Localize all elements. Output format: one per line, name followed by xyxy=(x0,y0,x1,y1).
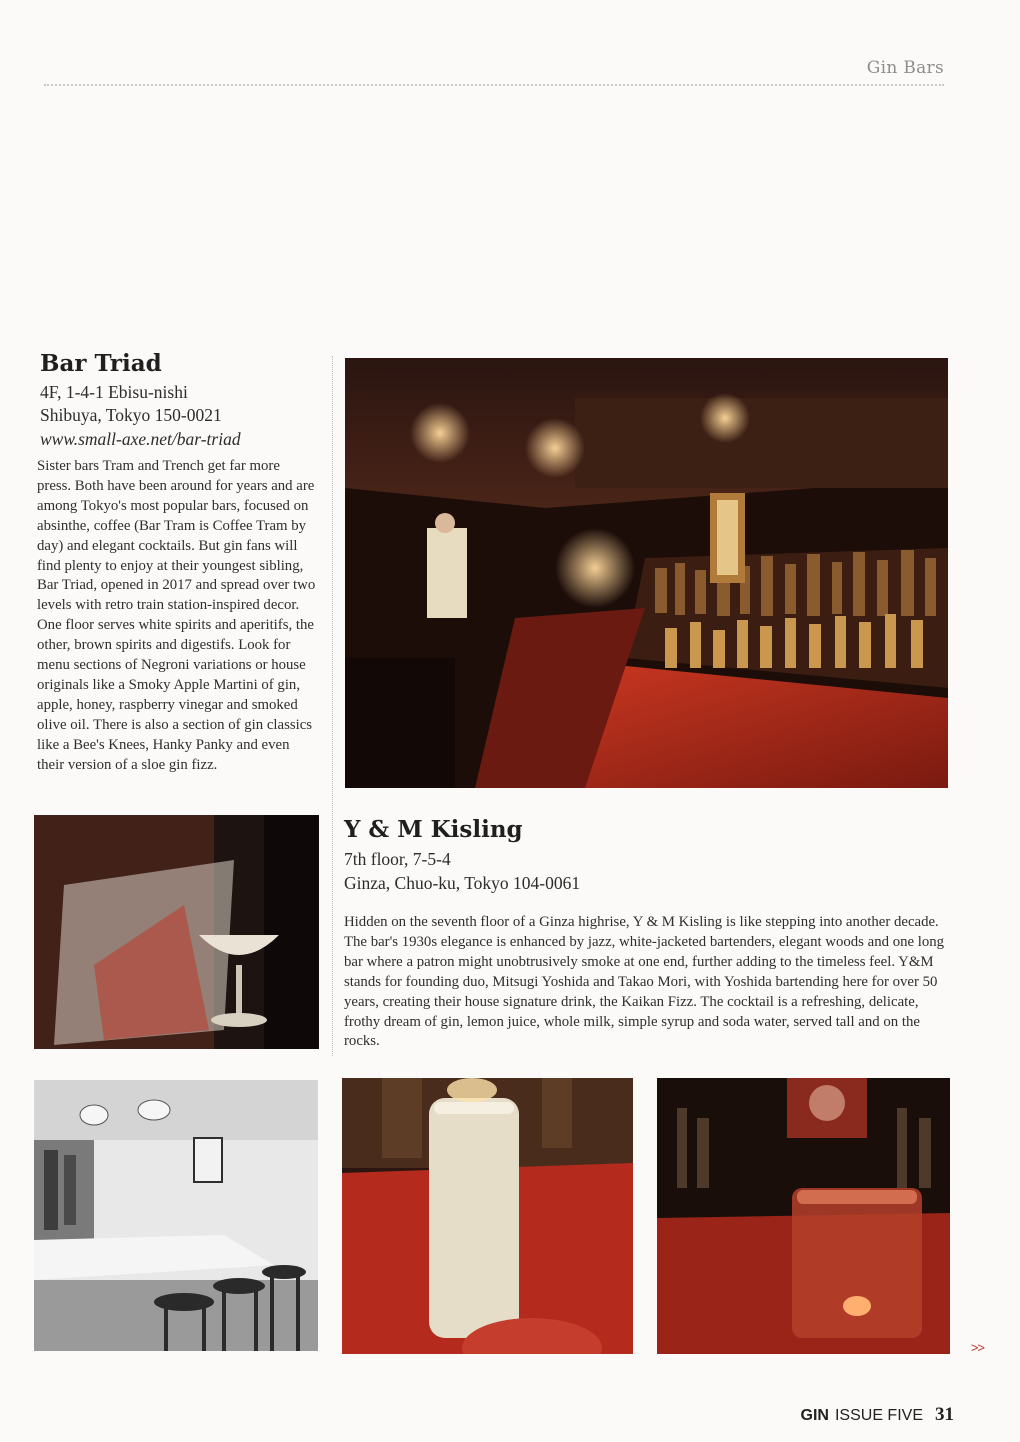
bar-triad-website[interactable]: www.small-axe.net/bar-triad xyxy=(40,429,241,449)
ym-kisling-address-line2: Ginza, Chuo-ku, Tokyo 104-0061 xyxy=(344,873,581,893)
bar-triad-address-line2: Shibuya, Tokyo 150-0021 xyxy=(40,405,222,425)
ym-kisling-title: Y & M Kisling xyxy=(344,816,523,843)
kaikan-fizz-photo xyxy=(342,1078,633,1354)
section-label: Gin Bars xyxy=(866,58,944,78)
header-rule xyxy=(44,84,944,86)
footer-issue: ISSUE FIVE xyxy=(834,1407,923,1424)
bar-triad-description: Sister bars Tram and Trench get far more press. Both have been around for years and are among Tokyo's most popular bars, focused on absinthe, coffee (Bar Tram is Coffee Tram by day) and elegant cocktails. But gin fans will find plenty to enjoy at their youngest sibling, Bar Triad, opened in 2017 and spread over two levels with retro train station-inspired decor. One floor serves white spirits and aperitifs, the other, brown spirits and digestifs. Look for menu sections of Negroni variations or house originals like a Smoky Apple Martini of gin, apple, honey, raspberry vinegar and smoked olive oil. There is also a section of gin classics like a Bee's Knees, Hanky Panky and even their version of a sloe gin fizz. xyxy=(37,458,316,773)
continue-arrow: >> xyxy=(970,1340,984,1355)
cocktail-glass-photo xyxy=(34,815,319,1049)
ym-kisling-description: Hidden on the seventh floor of a Ginza highrise, Y & M Kisling is like stepping into another decade. The bar's 1930s elegance is enhanced by jazz, white-jacketed bartenders, elegant woods and one long bar where a patron might unobtrusively smoke at one end, further adding to the timeless feel. Y&M stands for founding duo, Mitsugi Yoshida and Takao Mori, with Yoshida bartending here for over 50 years, creating their house signature drink, the Kaikan Fizz. The cocktail is a refreshing, delicate, frothy dream of gin, lemon juice, whole milk, simple syrup and soda water, served tall and on the rocks. xyxy=(344,914,945,1050)
column-divider xyxy=(332,356,333,1056)
bar-interior-photo xyxy=(345,358,948,788)
bar-triad-title: Bar Triad xyxy=(40,350,162,377)
ym-kisling-address-line1: 7th floor, 7-5-4 xyxy=(344,849,451,869)
page-footer xyxy=(801,1404,954,1426)
red-cocktail-photo xyxy=(657,1078,950,1354)
bar-triad-address-line1: 4F, 1-4-1 Ebisu-nishi xyxy=(40,382,188,402)
footer-magazine: GIN xyxy=(800,1407,829,1424)
bar-counter-bw-photo xyxy=(34,1080,318,1351)
page-number: 31 xyxy=(935,1404,954,1425)
